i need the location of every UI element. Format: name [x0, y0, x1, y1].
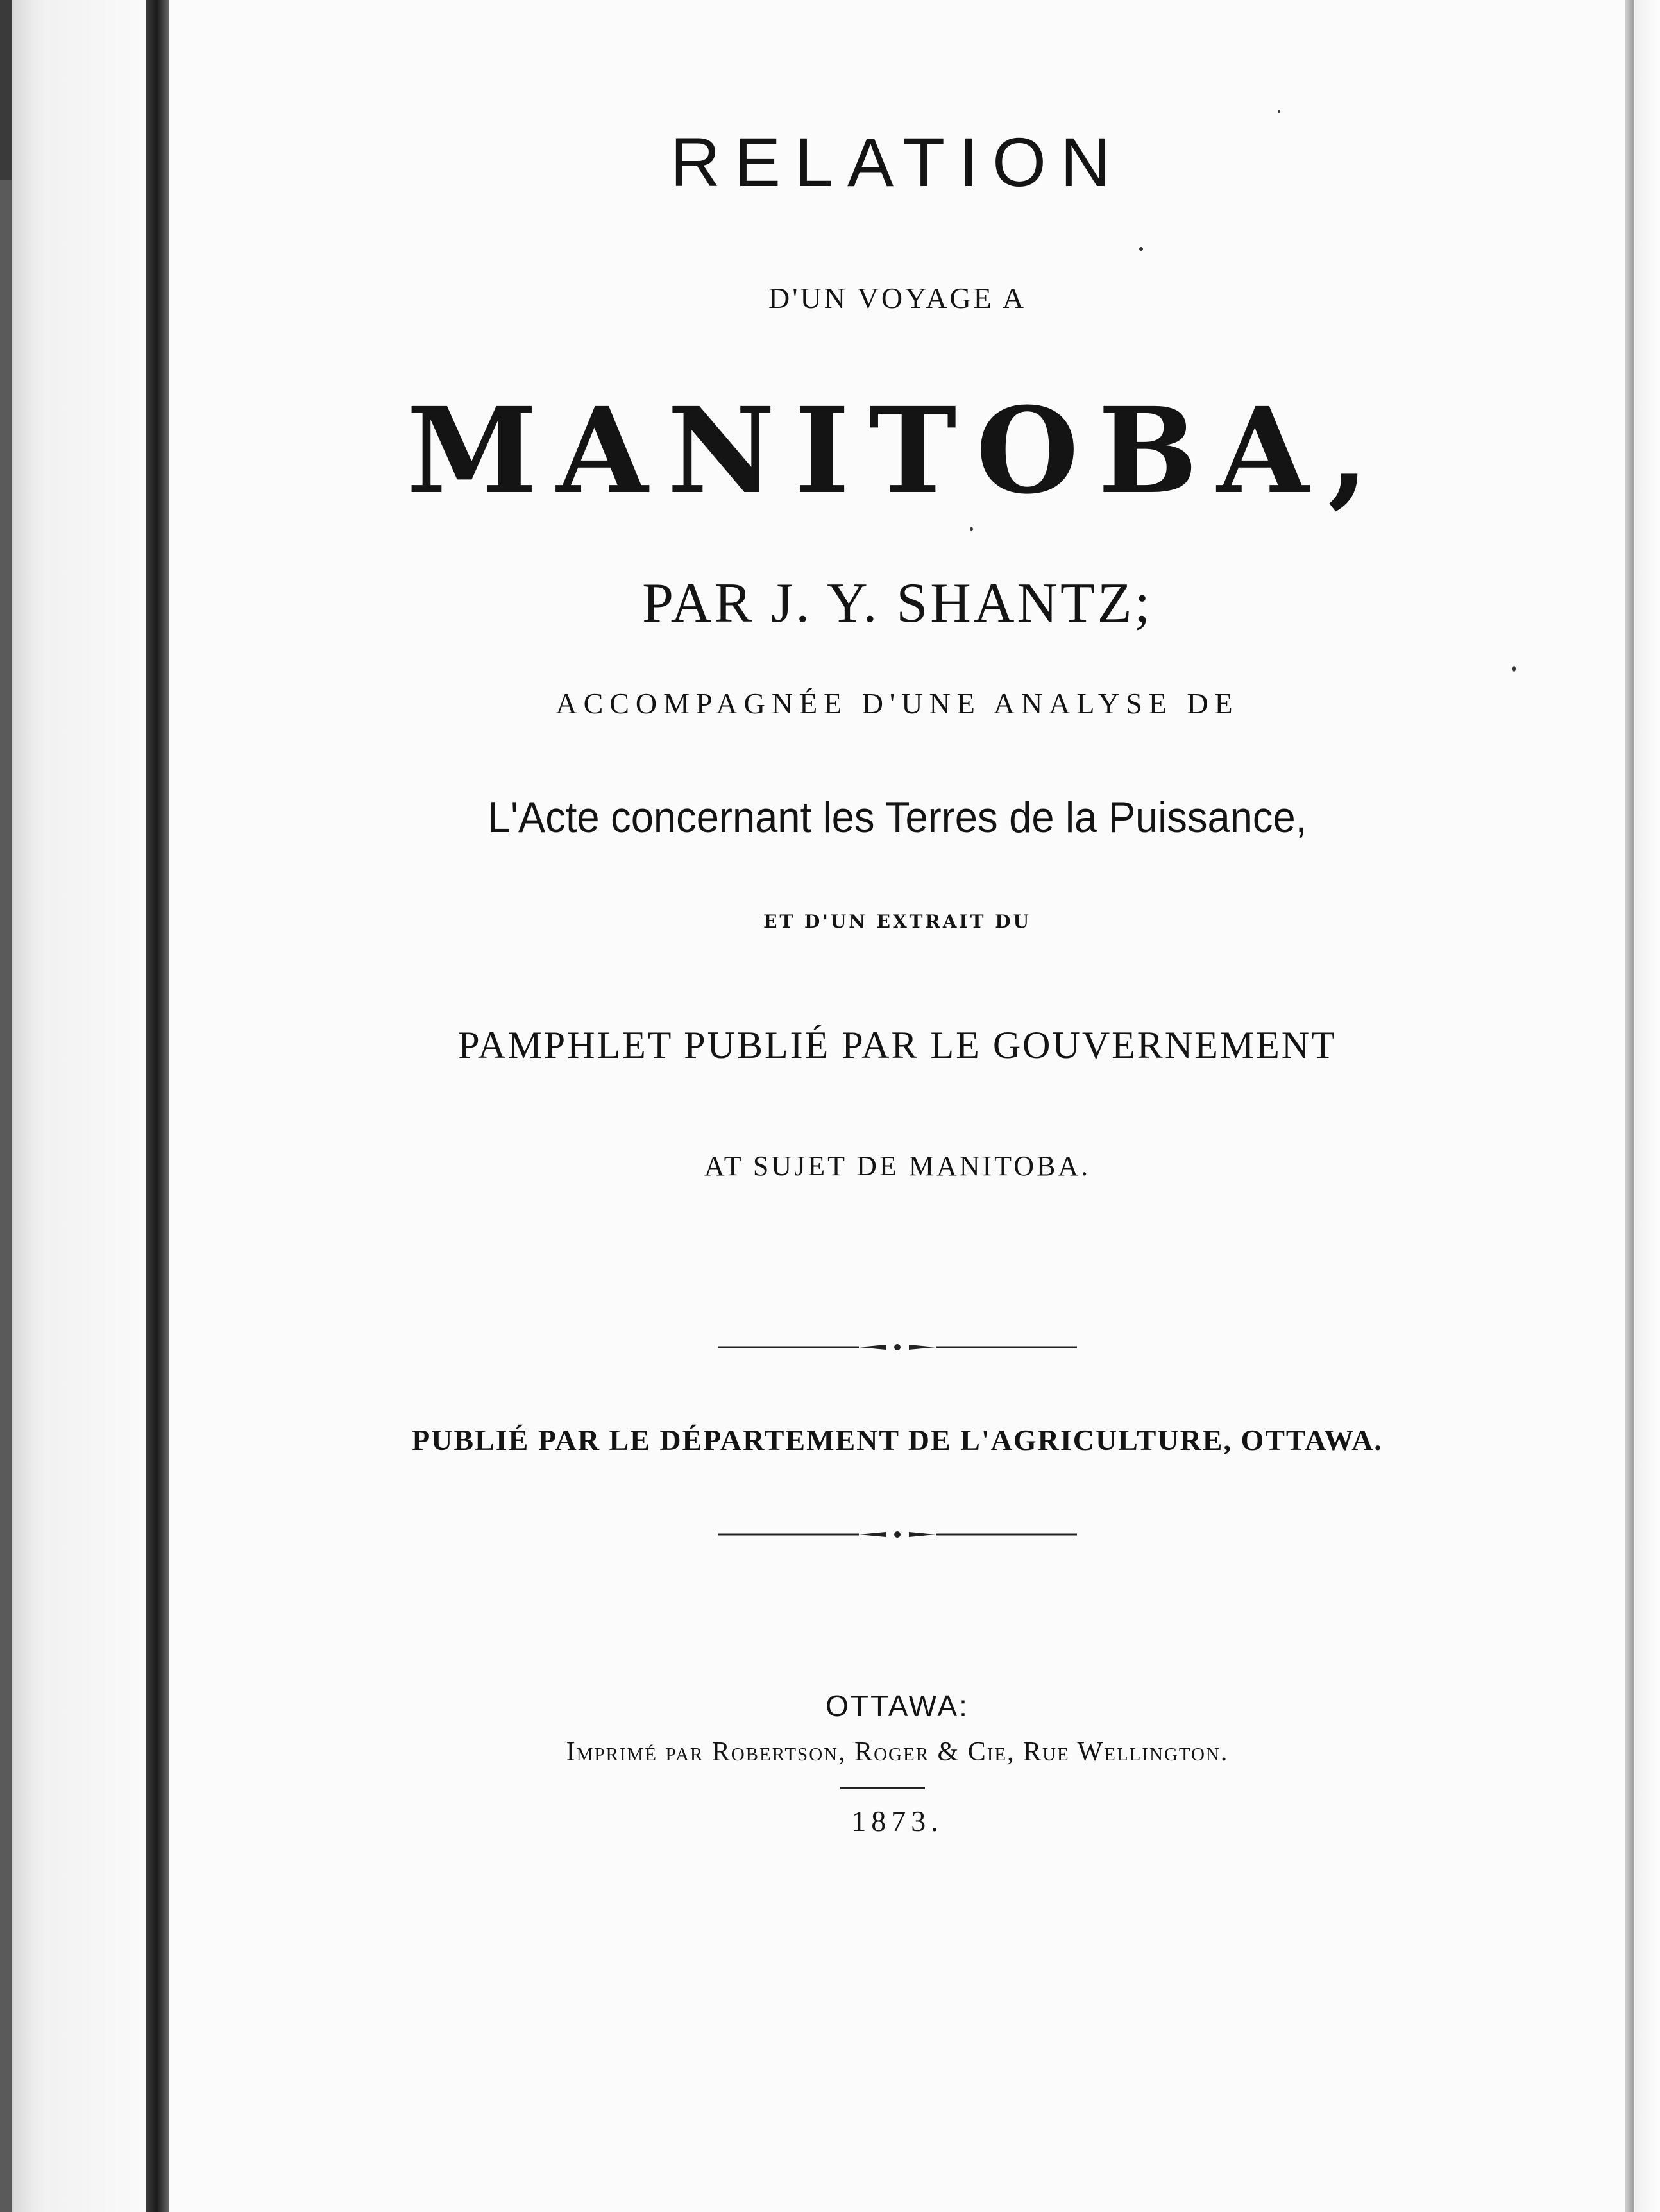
right-page-edge	[1625, 0, 1634, 2212]
publisher-line: PUBLIÉ PAR LE DÉPARTEMENT DE L'AGRICULTURE, OTTAWA.	[412, 1424, 1383, 1456]
left-paper-edge	[12, 0, 50, 2212]
page-gutter-shadow	[146, 0, 169, 2212]
pamphlet-line: PAMPHLET PUBLIÉ PAR LE GOUVERNEMENT	[458, 1024, 1337, 1066]
sujet-line: AT SUJET DE MANITOBA.	[704, 1150, 1091, 1182]
author-line: PAR J. Y. SHANTZ;	[642, 572, 1153, 634]
title-relation: RELATION	[670, 123, 1125, 201]
paper-speck	[1512, 666, 1516, 672]
left-margin	[50, 0, 146, 2212]
imprint-printer: Imprimé par Robertson, Roger & Cie, Rue Wellington.	[566, 1737, 1229, 1767]
subtitle-dun-voyage: D'UN VOYAGE A	[768, 282, 1026, 314]
ornamental-rule-bottom	[169, 1527, 1625, 1542]
title-manitoba: MANITOBA,	[406, 382, 1389, 520]
right-paper-strip	[1634, 0, 1660, 2212]
paper-speck	[970, 527, 973, 531]
extrait-line: ET D'UN EXTRAIT DU	[763, 911, 1031, 932]
acte-line: L'Acte concernant les Terres de la Puissance,	[487, 793, 1307, 842]
title-page	[169, 0, 1625, 2212]
ornamental-rule-top	[169, 1340, 1625, 1355]
imprint-year: 1873.	[851, 1805, 944, 1837]
accompagnee-line: ACCOMPAGNÉE D'UNE ANALYSE DE	[555, 687, 1239, 720]
paper-speck	[1278, 110, 1280, 113]
left-binding-shadow	[0, 0, 12, 180]
imprint-city: OTTAWA:	[826, 1689, 969, 1723]
imprint-rule	[840, 1787, 925, 1789]
paper-speck	[1139, 247, 1143, 251]
left-binding-edge	[0, 0, 12, 2212]
